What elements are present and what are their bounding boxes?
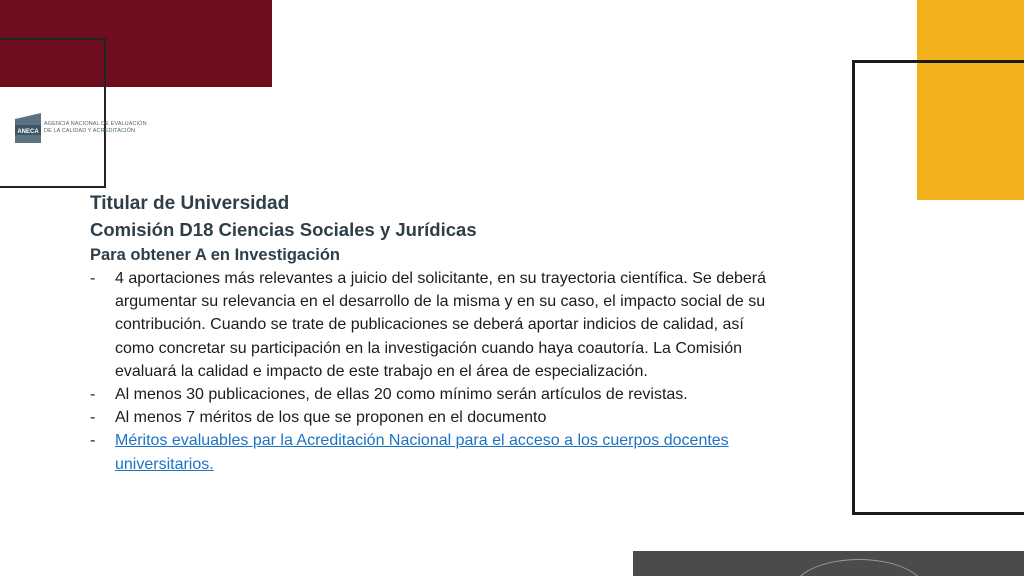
bullet-marker: - [90,386,96,404]
university-seal-icon [793,559,925,576]
right-frame-outline [852,60,1024,515]
list-item-text: Al menos 30 publicaciones, de ellas 20 como mínimo serán artículos de revistas. [115,386,688,404]
logo-text [44,121,147,135]
slide-title: Titular de Universidad [90,193,290,214]
logo-wordmark: ANECA [17,129,39,135]
list-item [90,383,780,406]
list-item [90,429,780,475]
aneca-logo [15,112,147,144]
aneca-logo-icon [15,113,41,143]
slide-content [90,191,780,476]
section-heading: Para obtener A en Investigación [90,246,341,264]
list-item [90,267,780,383]
bullet-marker: - [90,270,96,287]
requirements-list [90,267,780,476]
bullet-marker: - [90,432,96,450]
logo-text-line1: AGENCIA NACIONAL DE EVALUACIÓN [44,121,147,127]
list-item [90,406,780,429]
logo-text-line2: DE LA CALIDAD Y ACREDITACIÓN [44,128,136,134]
list-item-text: Al menos 7 méritos de los que se proponen en el documento [115,409,547,427]
bullet-marker: - [90,409,96,427]
list-item-text: 4 aportaciones más relevantes a juicio del solicitante, en su trayectoria científica. Se deberá argumentar su relevancia en el desarrollo de la misma y en su caso, el impacto social de su contribución. Cuando se trate de publicaciones se deberá aportar indicios de calidad, así como concretar su participación en la investigación cuando haya coautoría. La Comisión evaluará la calidad e impacto de este trabajo en el área de especialización. [115,270,767,380]
meritos-evaluables-link[interactable]: Méritos evaluables par la Acreditación Nacional para el acceso a los cuerpos docentes universitarios. [115,432,729,473]
footer-band [633,551,1024,576]
commission-subtitle: Comisión D18 Ciencias Sociales y Jurídicas [90,219,477,240]
